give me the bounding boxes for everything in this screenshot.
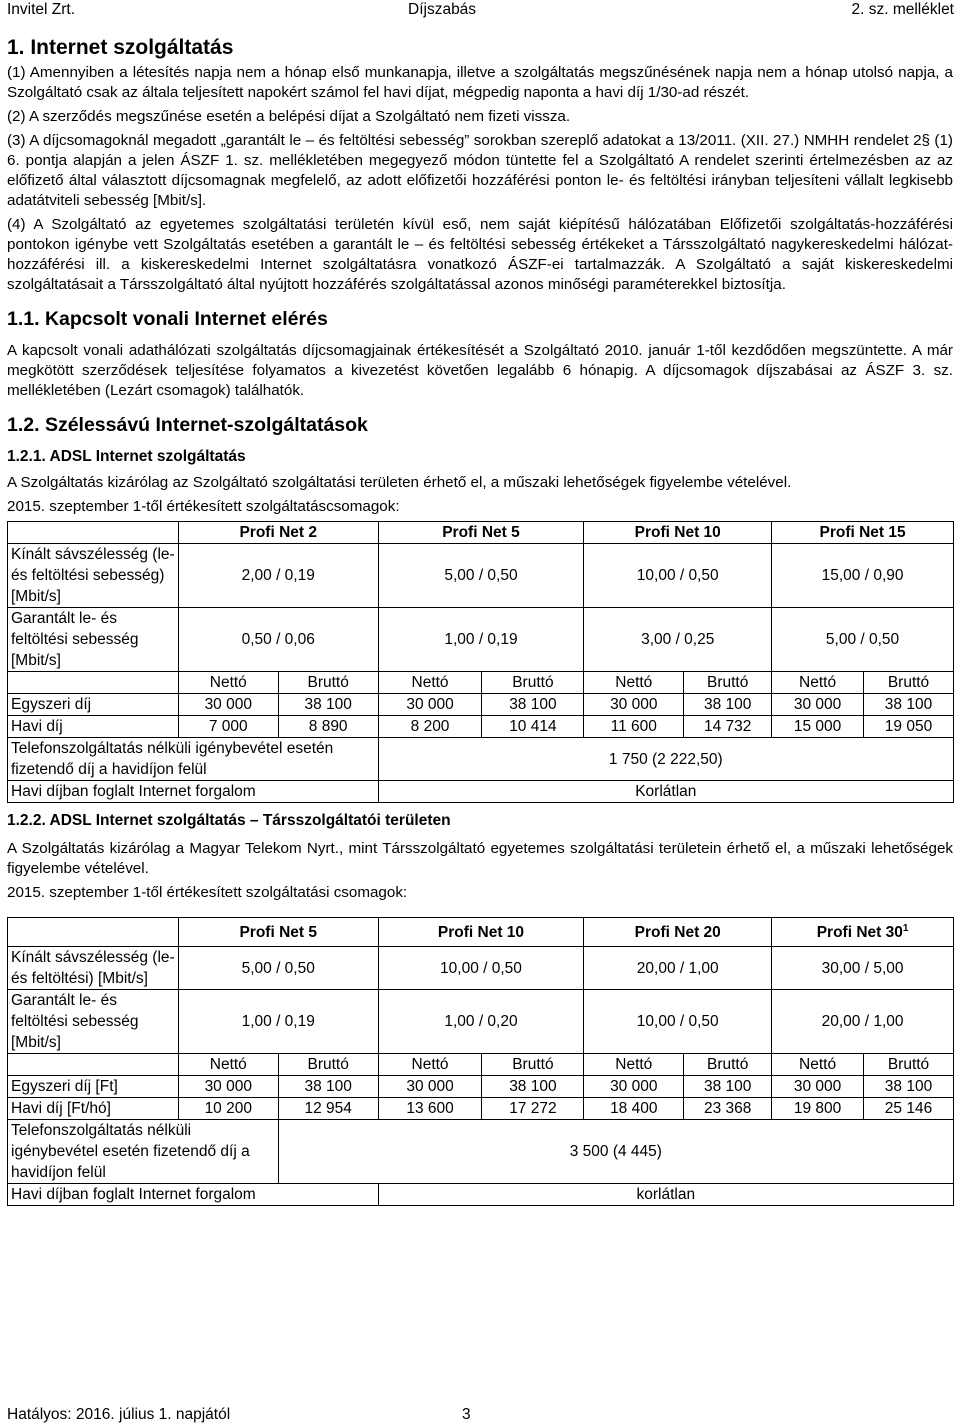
row-label: Garantált le- és feltöltési sebesség [Mbit/s] [8,608,179,672]
table-cell: 1,00 / 0,20 [378,990,584,1054]
row-label: Garantált le- és feltöltési sebesség [Mbit/s] [8,990,179,1054]
brutto-label: Bruttó [482,672,584,694]
table-row [8,990,954,1054]
row-label: Havi díj [8,716,179,738]
table-cell: 5,00 / 0,50 [178,947,378,990]
section-1-1-paragraph: A kapcsolt vonali adathálózati szolgáltatás díjcsomagjainak értékesítését a Szolgáltató 2010. január 1-től kezdődően megszüntette. A már megkötött szerződések teljesítése folyamatos a kivezetést követően legalább 6 hónapig. A díjcsomagok díjszabásai az ÁSZF 3. sz. mellékletében (Lezárt csomagok) találhatók. [7,342,953,399]
netto-label: Nettó [772,672,864,694]
table-cell: 3,00 / 0,25 [584,608,772,672]
section-1-2-1-intro: 2015. szeptember 1-től értékesített szolgáltatáscsomagok: [7,498,400,515]
row-label: Telefonszolgáltatás nélküli igénybevétel esetén fizetendő díj a havidíjon felül [8,1120,279,1184]
table-cell: 19 050 [864,716,954,738]
table-header-cell: Profi Net 10 [584,522,772,544]
table-row [8,694,954,716]
table-header-cell: Profi Net 5 [178,918,378,947]
table-cell: 0,50 / 0,06 [178,608,378,672]
section-1-2-2-title: 1.2.2. ADSL Internet szolgáltatás – Társszolgáltatói területen [7,812,451,829]
brutto-label: Bruttó [864,1054,954,1076]
table-cell: 1,00 / 0,19 [178,990,378,1054]
table-cell: 10 200 [178,1098,278,1120]
table-header-cell: Profi Net 2 [178,522,378,544]
table-cell: 14 732 [684,716,772,738]
table-cell: 23 368 [684,1098,772,1120]
row-label: Havi díjban foglalt Internet forgalom [8,1184,379,1206]
table-row [8,672,954,694]
table-cell [8,918,179,947]
section-1-title: 1. Internet szolgáltatás [7,36,234,59]
table-cell: 30 000 [178,694,278,716]
table-cell: 11 600 [584,716,684,738]
table-cell: 30 000 [378,694,482,716]
page-header [7,0,954,22]
table-row [8,544,954,608]
header-company: Invitel Zrt. [7,1,76,18]
table-cell: 38 100 [482,694,584,716]
table-cell: 12 954 [278,1098,378,1120]
brutto-label: Bruttó [684,672,772,694]
brutto-label: Bruttó [482,1054,584,1076]
netto-label: Nettó [584,672,684,694]
section-1-paragraph-1: (1) Amennyiben a létesítés napja nem a hónap első munkanapja, illetve a szolgáltatás megszűnésének napja nem a hónap utolsó napja, a Szolgáltató csak az általa teljesített napokért számol fel havi díjat, mégpedig naponta a havi díj 1/30-ad részét. [7,64,953,101]
row-label: Havi díjban foglalt Internet forgalom [8,781,379,803]
section-1-2-2-paragraph: A Szolgáltatás kizárólag a Magyar Telekom Nyrt., mint Társszolgáltató egyetemes szolgáltatási területein érhető el, a műszaki lehetőségek figyelembe vételével. [7,840,953,877]
page-footer [7,1405,471,1425]
table-cell: 10 414 [482,716,584,738]
table-row [8,1054,954,1076]
adsl-partner-price-table [7,917,954,1206]
section-1-paragraph-4: (4) A Szolgáltató az egyetemes szolgáltatási területén kívül eső, nem saját kiépítésű hálózatában Előfizetői szolgáltatás-hozzáférési pontokon igénybe vett Szolgáltatás esetében a garantált le – és feltöltési sebesség értékeket a Társszolgáltató nagykereskedelmi hálózat-hozzáférési ill. a kiskereskedelmi Internet szolgáltatásra vonatkozó ÁSZF-ei tartalmazzák. A Szolgáltató a saját kiskereskedelmi szolgáltatásait a Társszolgáltató által nyújtott hozzáférés szolgáltatással azonos minőségi paraméterekkel biztosítja. [7,216,953,293]
table-cell: 30 000 [178,1076,278,1098]
table-cell: 17 272 [482,1098,584,1120]
table-cell: 25 146 [864,1098,954,1120]
table-cell: Korlátlan [378,781,953,803]
netto-label: Nettó [178,1054,278,1076]
table-cell: 30 000 [772,694,864,716]
row-label: Havi díj [Ft/hó] [8,1098,179,1120]
table-cell: 5,00 / 0,50 [378,544,584,608]
table-cell: 8 200 [378,716,482,738]
table-row [8,1098,954,1120]
table-cell: 1,00 / 0,19 [378,608,584,672]
table-cell: 8 890 [278,716,378,738]
page-number: 3 [462,1406,471,1423]
table-cell: 20,00 / 1,00 [584,947,772,990]
table-cell: 38 100 [864,1076,954,1098]
header-text: Profi Net 30 [816,923,903,941]
table-header-cell: Profi Net 20 [584,918,772,947]
table-cell [8,1054,179,1076]
table-cell: 30 000 [772,1076,864,1098]
table-cell: 5,00 / 0,50 [772,608,954,672]
header-annex: 2. sz. melléklet [851,1,954,18]
table-row [8,947,954,990]
section-1-2-1-title: 1.2.1. ADSL Internet szolgáltatás [7,448,246,465]
netto-label: Nettó [178,672,278,694]
section-1-1-title: 1.1. Kapcsolt vonali Internet elérés [7,308,328,330]
adsl-price-table [7,521,954,803]
table-header-cell: Profi Net 15 [772,522,954,544]
table-cell: 10,00 / 0,50 [378,947,584,990]
table-header-cell: Profi Net 5 [378,522,584,544]
table-cell: 10,00 / 0,50 [584,544,772,608]
header-title: Díjszabás [408,1,477,18]
table-row [8,781,954,803]
effective-date: Hatályos: 2016. július 1. napjától [7,1406,231,1423]
table-cell: 38 100 [684,1076,772,1098]
row-label: Kínált sávszélesség (le- és feltöltési sebesség) [Mbit/s] [8,544,179,608]
section-1-2-1-paragraph: A Szolgáltatás kizárólag az Szolgáltató szolgáltatási területen érhető el, a műszaki lehetőségek figyelembe vételével. [7,474,792,491]
brutto-label: Bruttó [864,672,954,694]
table-cell [8,672,179,694]
table-cell: 38 100 [278,694,378,716]
table-row [8,918,954,947]
table-cell: 3 500 (4 445) [278,1120,953,1184]
table-cell: 38 100 [278,1076,378,1098]
table-row [8,608,954,672]
table-row [8,1120,954,1184]
table-cell: 18 400 [584,1098,684,1120]
section-1-2-2-intro: 2015. szeptember 1-től értékesített szolgáltatási csomagok: [7,884,408,901]
table-row [8,1184,954,1206]
row-label: Egyszeri díj [8,694,179,716]
table-cell: korlátlan [378,1184,953,1206]
table-cell [8,522,179,544]
table-cell: 7 000 [178,716,278,738]
netto-label: Nettó [378,1054,482,1076]
section-1-paragraph-2: (2) A szerződés megszűnése esetén a belépési díjat a Szolgáltató nem fizeti vissza. [7,108,571,125]
netto-label: Nettó [584,1054,684,1076]
table-cell: 38 100 [684,694,772,716]
table-cell: 2,00 / 0,19 [178,544,378,608]
table-cell: 30,00 / 5,00 [772,947,954,990]
table-cell: 38 100 [864,694,954,716]
row-label: Telefonszolgáltatás nélküli igénybevétel esetén fizetendő díj a havidíjon felül [8,738,379,781]
table-header-cell: Profi Net 10 [378,918,584,947]
row-label: Egyszeri díj [Ft] [8,1076,179,1098]
table-row [8,1076,954,1098]
table-cell: 19 800 [772,1098,864,1120]
table-row [8,716,954,738]
brutto-label: Bruttó [278,672,378,694]
table-cell: 30 000 [378,1076,482,1098]
brutto-label: Bruttó [278,1054,378,1076]
row-label: Kínált sávszélesség (le- és feltöltési) [Mbit/s] [8,947,179,990]
table-cell: 15,00 / 0,90 [772,544,954,608]
brutto-label: Bruttó [684,1054,772,1076]
netto-label: Nettó [772,1054,864,1076]
table-cell: 30 000 [584,1076,684,1098]
table-cell: 13 600 [378,1098,482,1120]
page-content [7,35,953,1206]
table-cell: 20,00 / 1,00 [772,990,954,1054]
section-1-paragraph-3: (3) A díjcsomagoknál megadott „garantált le – és feltöltési sebesség” sorokban szereplő adatokat a 13/2011. (XII. 27.) NMHH rendelet 2§ (1) 6. pontja alapján a jelen ÁSZF 1. sz. mellékletében megegyező módon tüntette fel a Szolgáltató A rendelet szerinti értelmezésben az az előfizető által választott díjcsomagnak megfelelő, az adott előfizetői hozzáférési ponton le- és feltöltési irányban teljesíteni vállalt legkisebb adatátviteli sebesség [Mbit/s]. [7,132,953,209]
table-row [8,738,954,781]
footnote-mark: 1 [902,922,909,934]
table-cell: 10,00 / 0,50 [584,990,772,1054]
section-1-2-title: 1.2. Szélessávú Internet-szolgáltatások [7,414,368,436]
table-row [8,522,954,544]
table-cell: 15 000 [772,716,864,738]
table-cell: 1 750 (2 222,50) [378,738,953,781]
netto-label: Nettó [378,672,482,694]
table-cell: 30 000 [584,694,684,716]
table-cell: 38 100 [482,1076,584,1098]
table-header-cell [772,918,954,947]
